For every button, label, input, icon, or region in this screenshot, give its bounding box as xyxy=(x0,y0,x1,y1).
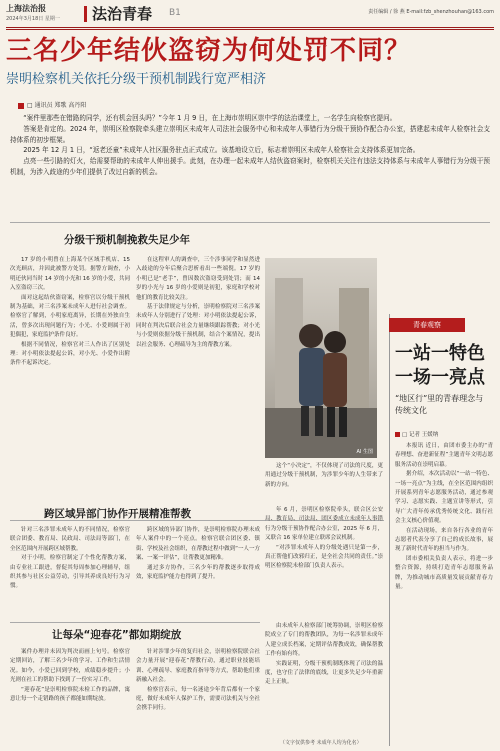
headline: 三名少年结伙盗窃为何处罚不同？ xyxy=(6,36,412,66)
lead-paragraph: “案件里那些在错路的同学，还有机会回头吗？”今年 1 月 9 日，在上海市崇明区崇中学的法治课堂上，一名学生向检察官提问。 xyxy=(23,114,397,122)
paragraph: 本报讯 近日，由团市委主办的“青春理想、奋进新征程”主题青年文明志愿服务活动在崇明启幕。 xyxy=(395,443,493,468)
lead-section xyxy=(10,113,490,178)
paragraph: 年 6 月，崇明区检察院牵头，联合区公安局、教育局、司法局、团区委成立未成年人事错行为分级干预协作配合办公室，2025 年 6 月，又联合 16 家单位建立联席会议机制。 xyxy=(265,507,383,542)
paragraph: 团市委相关负责人表示，将进一步整合资源，持续打造青年志愿服务品牌，为推动城市高质量发展贡献青春力量。 xyxy=(395,555,493,591)
masthead-rule-thin xyxy=(6,29,494,30)
paragraph: 据介绍，本次活动以“一站一特色、一场一亮点”为主线，在全区范围内组织开展系列青年志愿服务活动，通过参观学习、志愿实践、主题宣讲等形式，引导广大青年传承优秀传统文化、践行社会主义核心价值观。 xyxy=(395,471,493,525)
paragraph: 实践证明，分级干预机制既体现了司法的温度，也守住了法律的底线，让更多失足少年重新走上正轨。 xyxy=(265,660,383,686)
byline-text: □ 通讯员 郑歌 高丹阳 xyxy=(27,102,87,109)
article-column xyxy=(265,462,383,502)
paragraph: 针对三名涉罪未成年人的不同情况，检察官联合团委、教育局、民政局、司法局等部门，在全区范围内开展跨区域帮教。 xyxy=(10,527,130,552)
sidebar-tag: 青春观察 xyxy=(389,318,465,332)
lead-divider xyxy=(10,222,490,223)
column-title: 法治青春 xyxy=(92,5,153,23)
paragraph: 面对这起结伙盗窃案，检察官以分级干预机制为基础，对三名涉案未成年人进行社会调查。检察官了解到，小明家庭离异，长期在外独自生活，曾多次出现问题行为；小光、小爱则属于初犯偶犯，家庭监护条件良好。 xyxy=(10,294,130,339)
article-column xyxy=(10,526,130,616)
editor-line: 责任编辑 / 徐 燕 E-mail:fzb_shenzhouhan@163.com xyxy=(368,9,494,15)
paragraph: 根据不同情况，检察官对三人作出了区别处理：对小明依法提起公诉，对小光、小爱作出附条件不起诉决定。 xyxy=(10,341,130,367)
article-column xyxy=(265,622,383,736)
subheadline: 崇明检察机关依托分级干预机制践行宽严相济 xyxy=(6,72,267,87)
lead-paragraph: 点亮一些引路的灯火，给需要帮助的未成年人伸出援手。此刻，在办理一起未成年人结伙盗窃案时，检察机关关注有违法支持体系与未成年人事错行为分级干预机制，为涉入歧途的少年们提供了改过自新的机会。 xyxy=(10,157,490,176)
paragraph: 检察官表示，每一名迷途少年背后都有一个家庭，做好未成年人保护工作，需要司法机关与全社会携手同行。 xyxy=(136,686,260,712)
sidebar-byline-text: □ 记者 王媛纳 xyxy=(402,432,439,438)
sidebar-subtitle: “地区行”里的青春理念与传统文化 xyxy=(395,394,484,415)
issue-date: 2024年3月18日 星期一 xyxy=(6,16,60,22)
section-heading-2: 跨区域异部门协作开展精准帮教 xyxy=(44,508,191,520)
paragraph: 通过多方协作，三名少年的帮教逐步取得成效，家庭监护能力也得到了提升。 xyxy=(136,564,260,581)
section-heading-1: 分级干预机制挽救失足少年 xyxy=(64,234,190,246)
paper-name: 上海法治报 xyxy=(6,3,46,13)
article-column xyxy=(136,648,260,736)
lead-paragraph: 答案是肯定的。2024 年，崇明区检察院牵头建立崇明区未成年人司法社会服务中心和未成年人事错行为分级干预协作配合办公室，搭建起未成年人检察社会支持体系的初步框架。 xyxy=(10,124,490,144)
photo-caption: AI 生图 xyxy=(356,449,373,455)
paragraph: 在这程审人的调查中，三个涉事同学和显然进入歧途的分年后聚合思析看出一些端倪。17 岁的小明已是“老手”，曾因数次盗窃受到处罚；而 14 岁的小光与 16 岁的小爱则是初犯，家庭和学校对他们的教育比较关注。 xyxy=(136,257,260,301)
article-column xyxy=(265,506,383,616)
article-column xyxy=(136,526,260,616)
illustration-photo xyxy=(265,258,377,458)
byline-marker xyxy=(18,103,24,109)
paragraph: 跨区域的异部门协作，是崇明检察院办理未成年人案件中的一个亮点。检察官联合团区委、镇街、学校及社会组织，在帮教过程中做到“一人一方案、一案一评估”，让帮教更加精准。 xyxy=(136,527,260,562)
sidebar-body xyxy=(395,442,493,734)
byline xyxy=(18,100,86,109)
article-column xyxy=(136,256,260,456)
lead-paragraph: 2025 年 12 月 1 日，“返老还童”未成年人社区服务驻点正式成立。该基地设立后，标志着崇明区未成年人检察社会支持体系更加完备。 xyxy=(23,146,420,155)
byline-marker xyxy=(395,432,400,437)
paragraph: 对于小明，检察官制定了个性化帮教方案，由专业社工跟进，督促其每周参加心理辅导，组织其参与社区公益劳动，引导其养成良好行为习惯。 xyxy=(10,555,130,590)
section-heading-3: 让每朵“迎春花”都如期绽放 xyxy=(52,629,182,641)
page-number: B1 xyxy=(169,8,181,18)
masthead xyxy=(6,4,494,26)
illustration-image xyxy=(265,258,377,458)
masthead-rule xyxy=(6,27,494,28)
paragraph: 17 岁的小明曾在上海某个区域手机店、15 次光顾店，并因此被警方处罚。据警方调查，小明还伙同当时 14 岁的小光和 16 岁的小爱，共同入室盗窃三次。 xyxy=(10,257,130,292)
section-divider xyxy=(10,622,260,623)
paragraph: “对涉罪未成年人的分级处遇只是第一步，真正帮他们改邪归正，是全社会共同的责任。”崇明区检察院未检部门负责人表示。 xyxy=(265,544,383,570)
sidebar-title: 一站一特色 一场一亮点 xyxy=(395,343,485,388)
paragraph: 针对涉罪少年的复归社会，崇明检察院联合社会力量开展“迎春花”帮教行动，通过职业技能培训、心理疏导、家庭教育指导等方式，帮助他们重新融入社会。 xyxy=(136,649,260,684)
paragraph: “迎春花”是崇明检察院未检工作的品牌，寓意让每一个走错路的孩子都能如期绽放。 xyxy=(10,686,130,703)
paragraph: 基于法律规定与分析，崇明检察院对三名涉案未成年人分别进行了处理：对小明依法提起公诉，同时在判决后联合社会力量继续跟踪帮教；对小光与小爱则依据分级干预机制，结合个案情况，提出以社会服务、心理疏导为主的帮教方案。 xyxy=(136,304,260,348)
paragraph: 这个“小决定”，不仅体现了司法的尺度，更用通过分级干预机制，为涉罪少年的人生带来了新的方向。 xyxy=(265,463,383,488)
article-column xyxy=(10,256,130,456)
paragraph: 由未成年人检察部门统筹协调，崇明区检察院成立了专门的帮教团队，为每一名涉罪未成年人建立成长档案，定期评估帮教成效，确保帮教工作有始有终。 xyxy=(265,623,383,658)
masthead-accent-bar xyxy=(84,6,87,22)
footer-note: （文字仅供参考 未成年人均为化名） xyxy=(280,740,362,746)
article-column xyxy=(10,648,130,736)
paragraph: 在活动现场，来自各行各业的青年志愿者代表分享了自己的成长故事，展现了新时代青年的担当与作为。 xyxy=(395,527,493,553)
paragraph: 案件办理并未因为判决而画上句号。检察官定期回访，了解三名少年的学习、工作和生活情况。如今，小爱已回到学校，成绩稳步提升；小光则在社工的帮助下找到了一份实习工作。 xyxy=(10,649,130,684)
sidebar-byline xyxy=(395,430,438,438)
